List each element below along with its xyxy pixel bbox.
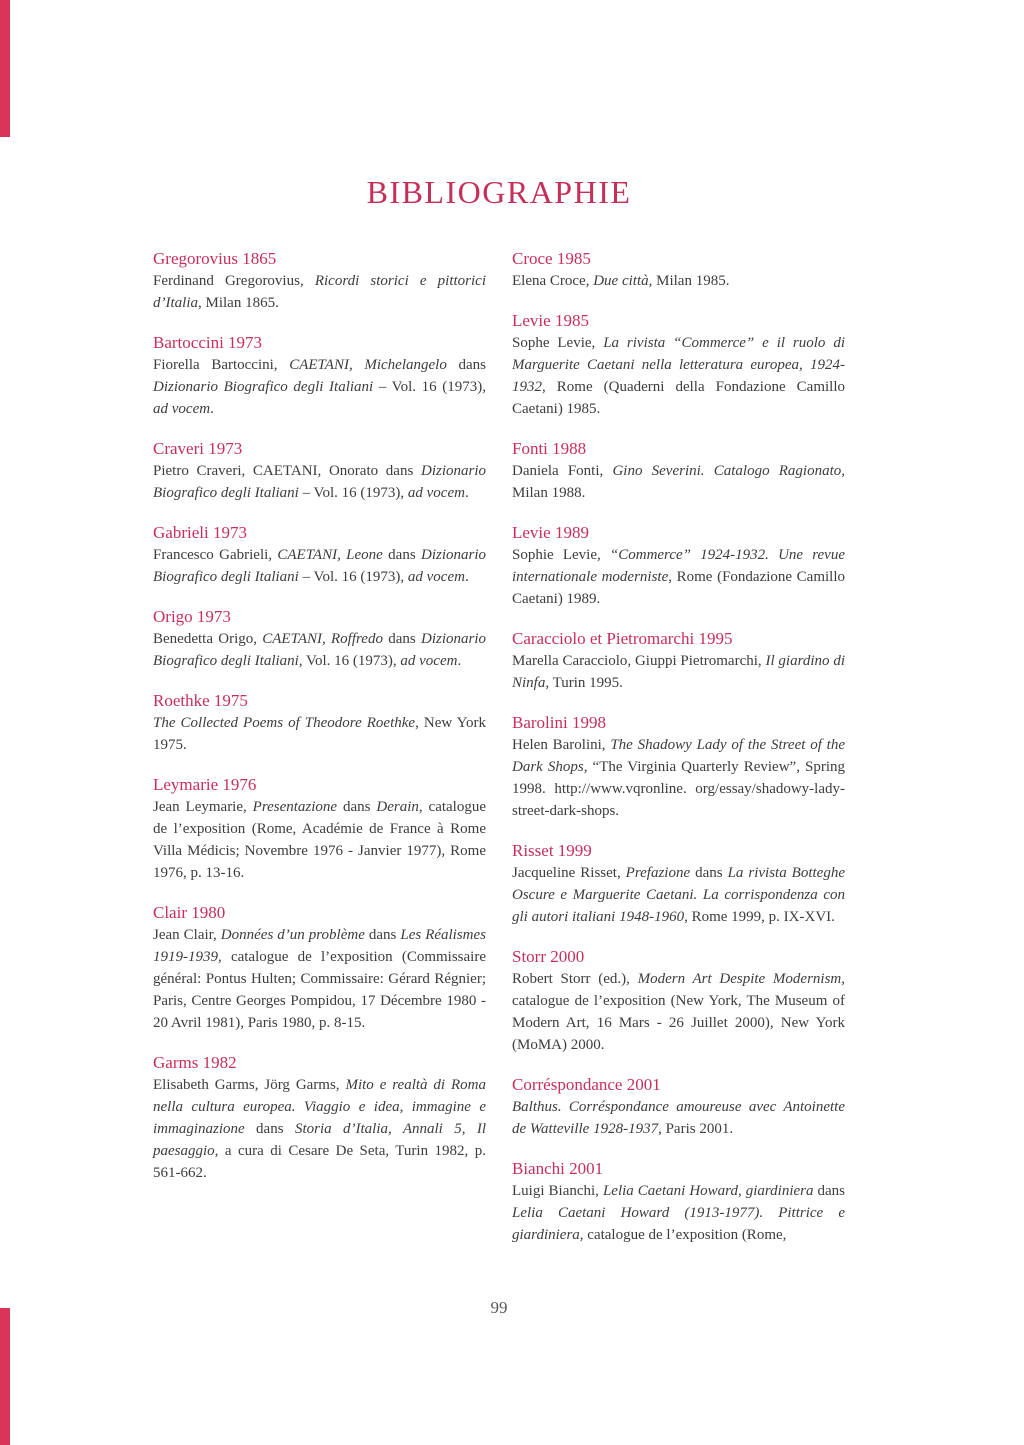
entry-label: Storr 2000 — [512, 947, 585, 966]
entry-body-italic-segment: Modern Art Despite Modernism — [637, 971, 842, 987]
bibliography-column-right — [512, 248, 845, 1264]
entry-label: Corréspondance 2001 — [512, 1075, 661, 1094]
entry-label: Levie 1985 — [512, 311, 589, 330]
entry-body-segment: dans — [813, 1183, 846, 1199]
entry-label: Gabrieli 1973 — [153, 523, 247, 542]
entry-body-segment: dans — [382, 631, 421, 647]
entry-label: Barolini 1998 — [512, 713, 606, 732]
entry-body-segment: , Rome (Fondazione Camillo Caetani) 1989. — [512, 569, 845, 607]
entry-body-italic-segment: Dizionario Biografico degli Italiani — [153, 631, 487, 669]
entry-body-segment: dans — [446, 357, 486, 373]
entry-body-segment: , Turin 1995. — [545, 675, 623, 691]
entry-body-segment: , catalogue de l’exposition (Rome, Académie de France à Rome Villa Médicis; Novembre 1976 - Janvier 1977), Rome 1976, p. 13-16. — [153, 799, 487, 881]
entry-body-italic-segment: The Collected Poems of Theodore Roethke — [153, 715, 416, 731]
entry-body-italic-segment: Due città — [593, 273, 649, 289]
entry-body — [153, 628, 486, 672]
bibliography-column-left — [153, 248, 486, 1264]
bibliography-entry — [153, 522, 486, 588]
bibliography-entry — [512, 712, 845, 822]
entry-body-segment: , Rome (Quaderni della Fondazione Camillo Caetani) 1985. — [512, 379, 845, 417]
entry-body-segment: Jean Clair, — [153, 927, 221, 943]
entry-body — [153, 354, 486, 420]
entry-body-italic-segment: Dizionario Biografico degli Italiani — [153, 547, 486, 585]
entry-body-segment: , Vol. 16 (1973), — [298, 653, 401, 669]
entry-body — [512, 544, 845, 610]
entry-body — [512, 270, 845, 292]
entry-body-segment: , catalogue de l’exposition (Commissaire général: Pontus Hulten; Commissaire: Gérard Régnier; Paris, Centre Georges Pompidou, 17 Décembre 1980 - 20 Avril 1981), Paris 1980, p. 8-15. — [153, 949, 486, 1031]
bibliography-entry — [512, 840, 845, 928]
entry-body-segment: , Milan 1988. — [512, 463, 845, 501]
entry-body-segment: Sophie Levie, — [512, 547, 610, 563]
entry-body-segment: – Vol. 16 (1973), — [298, 485, 408, 501]
bibliography-entry — [153, 606, 486, 672]
entry-body-segment: , Rome 1999, p. IX-XVI. — [684, 909, 835, 925]
entry-body — [512, 1180, 845, 1246]
bibliography-entry — [512, 438, 845, 504]
entry-body — [512, 650, 845, 694]
entry-body-segment: , catalogue de l’exposition (Rome, — [579, 1227, 787, 1243]
entry-label: Craveri 1973 — [153, 439, 243, 458]
bibliography-entry — [153, 902, 486, 1034]
entry-body-segment: . — [464, 485, 469, 501]
entry-body-italic-segment: Ricordi storici e pittorici d’Italia — [153, 273, 486, 311]
entry-body-segment: dans — [690, 865, 728, 881]
entry-body-italic-segment: Balthus. Corréspondance amoureuse avec Antoinette de Watteville 1928-1937 — [512, 1099, 845, 1137]
entry-label: Gregorovius 1865 — [153, 249, 277, 268]
entry-body-segment: Robert Storr (ed.), — [512, 971, 638, 987]
entry-body-italic-segment: Gino Severini. Catalogo Ragionato — [612, 463, 842, 479]
entry-body-italic-segment: CAETANI, Roffredo — [262, 631, 383, 647]
bibliography-entry — [153, 332, 486, 420]
entry-body — [512, 460, 845, 504]
entry-body-segment: , Milan 1985. — [648, 273, 730, 289]
entry-body-segment: . — [457, 653, 462, 669]
entry-body-italic-segment: Presentazione — [252, 799, 338, 815]
bibliography-entry — [512, 248, 845, 292]
bibliography-entry — [512, 1158, 845, 1246]
entry-body-italic-segment: CAETANI, Leone — [277, 547, 383, 563]
entry-body-segment: – Vol. 16 (1973), — [373, 379, 486, 395]
entry-body-italic-segment: Dizionario Biografico degli Italiani — [153, 379, 374, 395]
entry-label: Fonti 1988 — [512, 439, 587, 458]
entry-body-segment: Marella Caracciolo, Giuppi Pietromarchi, — [512, 653, 766, 669]
bibliography-entry — [512, 522, 845, 610]
entry-label: Levie 1989 — [512, 523, 589, 542]
bibliography-entry — [153, 248, 486, 314]
entry-body-italic-segment: Derain — [376, 799, 419, 815]
left-edge-red-strip-bottom — [0, 1308, 10, 1445]
page-title: BIBLIOGRAPHIE — [366, 174, 632, 210]
entry-body-segment: Fiorella Bartoccini, — [153, 357, 290, 373]
entry-label: Risset 1999 — [512, 841, 592, 860]
entry-body-segment: Luigi Bianchi, — [512, 1183, 603, 1199]
entry-label: Leymarie 1976 — [153, 775, 257, 794]
entry-body-italic-segment: Lelia Caetani Howard, giardiniera — [602, 1183, 814, 1199]
entry-label: Bartoccini 1973 — [153, 333, 263, 352]
entry-body — [153, 544, 486, 588]
entry-body-italic-segment: ad vocem — [153, 401, 211, 417]
bibliography-entry — [153, 1052, 486, 1184]
entry-body-segment: , New York 1975. — [153, 715, 486, 753]
entry-body-segment: Pietro Craveri, CAETANI, Onorato dans — [153, 463, 421, 479]
entry-body-segment: dans — [337, 799, 377, 815]
entry-body-italic-segment: ad vocem — [407, 569, 465, 585]
bibliography-entry — [512, 310, 845, 420]
entry-body-italic-segment: CAETANI, Michelangelo — [289, 357, 447, 373]
entry-body-segment: Francesco Gabrieli, — [153, 547, 278, 563]
entry-body-segment: – Vol. 16 (1973), — [298, 569, 408, 585]
entry-label: Caracciolo et Pietromarchi 1995 — [512, 629, 733, 648]
entry-body-segment: . — [464, 569, 469, 585]
entry-body-italic-segment: Prefazione — [625, 865, 691, 881]
entry-body-segment: Ferdinand Gregorovius, — [153, 273, 315, 289]
entry-body-segment: Daniela Fonti, — [512, 463, 613, 479]
bibliography-entry — [512, 1074, 845, 1140]
bibliography-entry — [512, 946, 845, 1056]
entry-label: Garms 1982 — [153, 1053, 237, 1072]
entry-body-italic-segment: The Shadowy Lady of the Street of the Dark Shops — [512, 737, 845, 775]
entry-body-segment: Helen Barolini, — [512, 737, 611, 753]
entry-body — [153, 1074, 486, 1184]
page-number: 99 — [490, 1298, 508, 1317]
entry-body — [512, 968, 845, 1056]
bibliography-entry — [153, 690, 486, 756]
entry-body-italic-segment: “Commerce” 1924-1932. Une revue internationale moderniste — [512, 547, 845, 585]
bibliography-entry — [153, 774, 486, 884]
entry-body-italic-segment: Storia d’Italia, Annali 5, Il paesaggio — [153, 1121, 487, 1159]
bibliography-columns — [153, 248, 845, 1264]
entry-label: Clair 1980 — [153, 903, 226, 922]
entry-body-segment: , Milan 1865. — [198, 295, 279, 311]
entry-body-segment: dans — [244, 1121, 295, 1137]
entry-body — [153, 924, 486, 1034]
entry-body — [512, 332, 845, 420]
bibliography-entry — [153, 438, 486, 504]
entry-body-italic-segment: Dizionario Biografico degli Italiani — [153, 463, 486, 501]
entry-body — [512, 862, 845, 928]
entry-body-segment: . — [210, 401, 214, 417]
entry-label: Croce 1985 — [512, 249, 591, 268]
entry-body-italic-segment: La rivista “Commerce” e il ruolo di Marguerite Caetani nella letteratura europea, 1924-1932 — [512, 335, 845, 395]
entry-body — [153, 712, 486, 756]
entry-body-italic-segment: Mito e realtà di Roma nella cultura europea. Viaggio e idea, immagine e immaginazione — [153, 1077, 486, 1137]
entry-body-italic-segment: Il giardino di Ninfa — [512, 653, 845, 691]
entry-body-italic-segment: La rivista Botteghe Oscure e Marguerite Caetani. La corrispondenza con gli autori italiani 1948-1960 — [512, 865, 845, 925]
entry-body-segment: dans — [364, 927, 401, 943]
entry-body-segment: , a cura di Cesare De Seta, Turin 1982, p. 561-662. — [153, 1143, 486, 1181]
entry-label: Roethke 1975 — [153, 691, 248, 710]
entry-body-segment: Benedetta Origo, — [153, 631, 263, 647]
entry-body-segment: , “The Virginia Quarterly Review”, Spring 1998. http://www.vqronline. org/essay/shadowy-lady-street-dark-shops. — [512, 759, 845, 819]
entry-body — [512, 1096, 845, 1140]
entry-body-segment: Sophe Levie, — [512, 335, 604, 351]
entry-body — [153, 796, 486, 884]
entry-body-italic-segment: ad vocem — [400, 653, 458, 669]
entry-body-segment: Jacqueline Risset, — [512, 865, 626, 881]
entry-label: Origo 1973 — [153, 607, 231, 626]
bibliography-entry — [512, 628, 845, 694]
entry-body — [153, 270, 486, 314]
entry-label: Bianchi 2001 — [512, 1159, 604, 1178]
entry-body-italic-segment: ad vocem — [407, 485, 465, 501]
entry-body-italic-segment: Les Réalismes 1919-1939 — [153, 927, 487, 965]
entry-body-italic-segment: Lelia Caetani Howard (1913-1977). Pittrice e giardiniera — [512, 1205, 845, 1243]
entry-body-segment: , catalogue de l’exposition (New York, The Museum of Modern Art, 16 Mars - 26 Juillet 2000), New York (MoMA) 2000. — [512, 971, 845, 1053]
entry-body-italic-segment: Données d’un problème — [220, 927, 365, 943]
entry-body-segment: Elena Croce, — [512, 273, 594, 289]
left-edge-red-strip-top — [0, 0, 10, 137]
entry-body-segment: dans — [382, 547, 421, 563]
entry-body-segment: , Paris 2001. — [658, 1121, 734, 1137]
entry-body-segment: Jean Leymarie, — [153, 799, 253, 815]
entry-body — [512, 734, 845, 822]
entry-body-segment: Elisabeth Garms, Jörg Garms, — [153, 1077, 346, 1093]
entry-body — [153, 460, 486, 504]
